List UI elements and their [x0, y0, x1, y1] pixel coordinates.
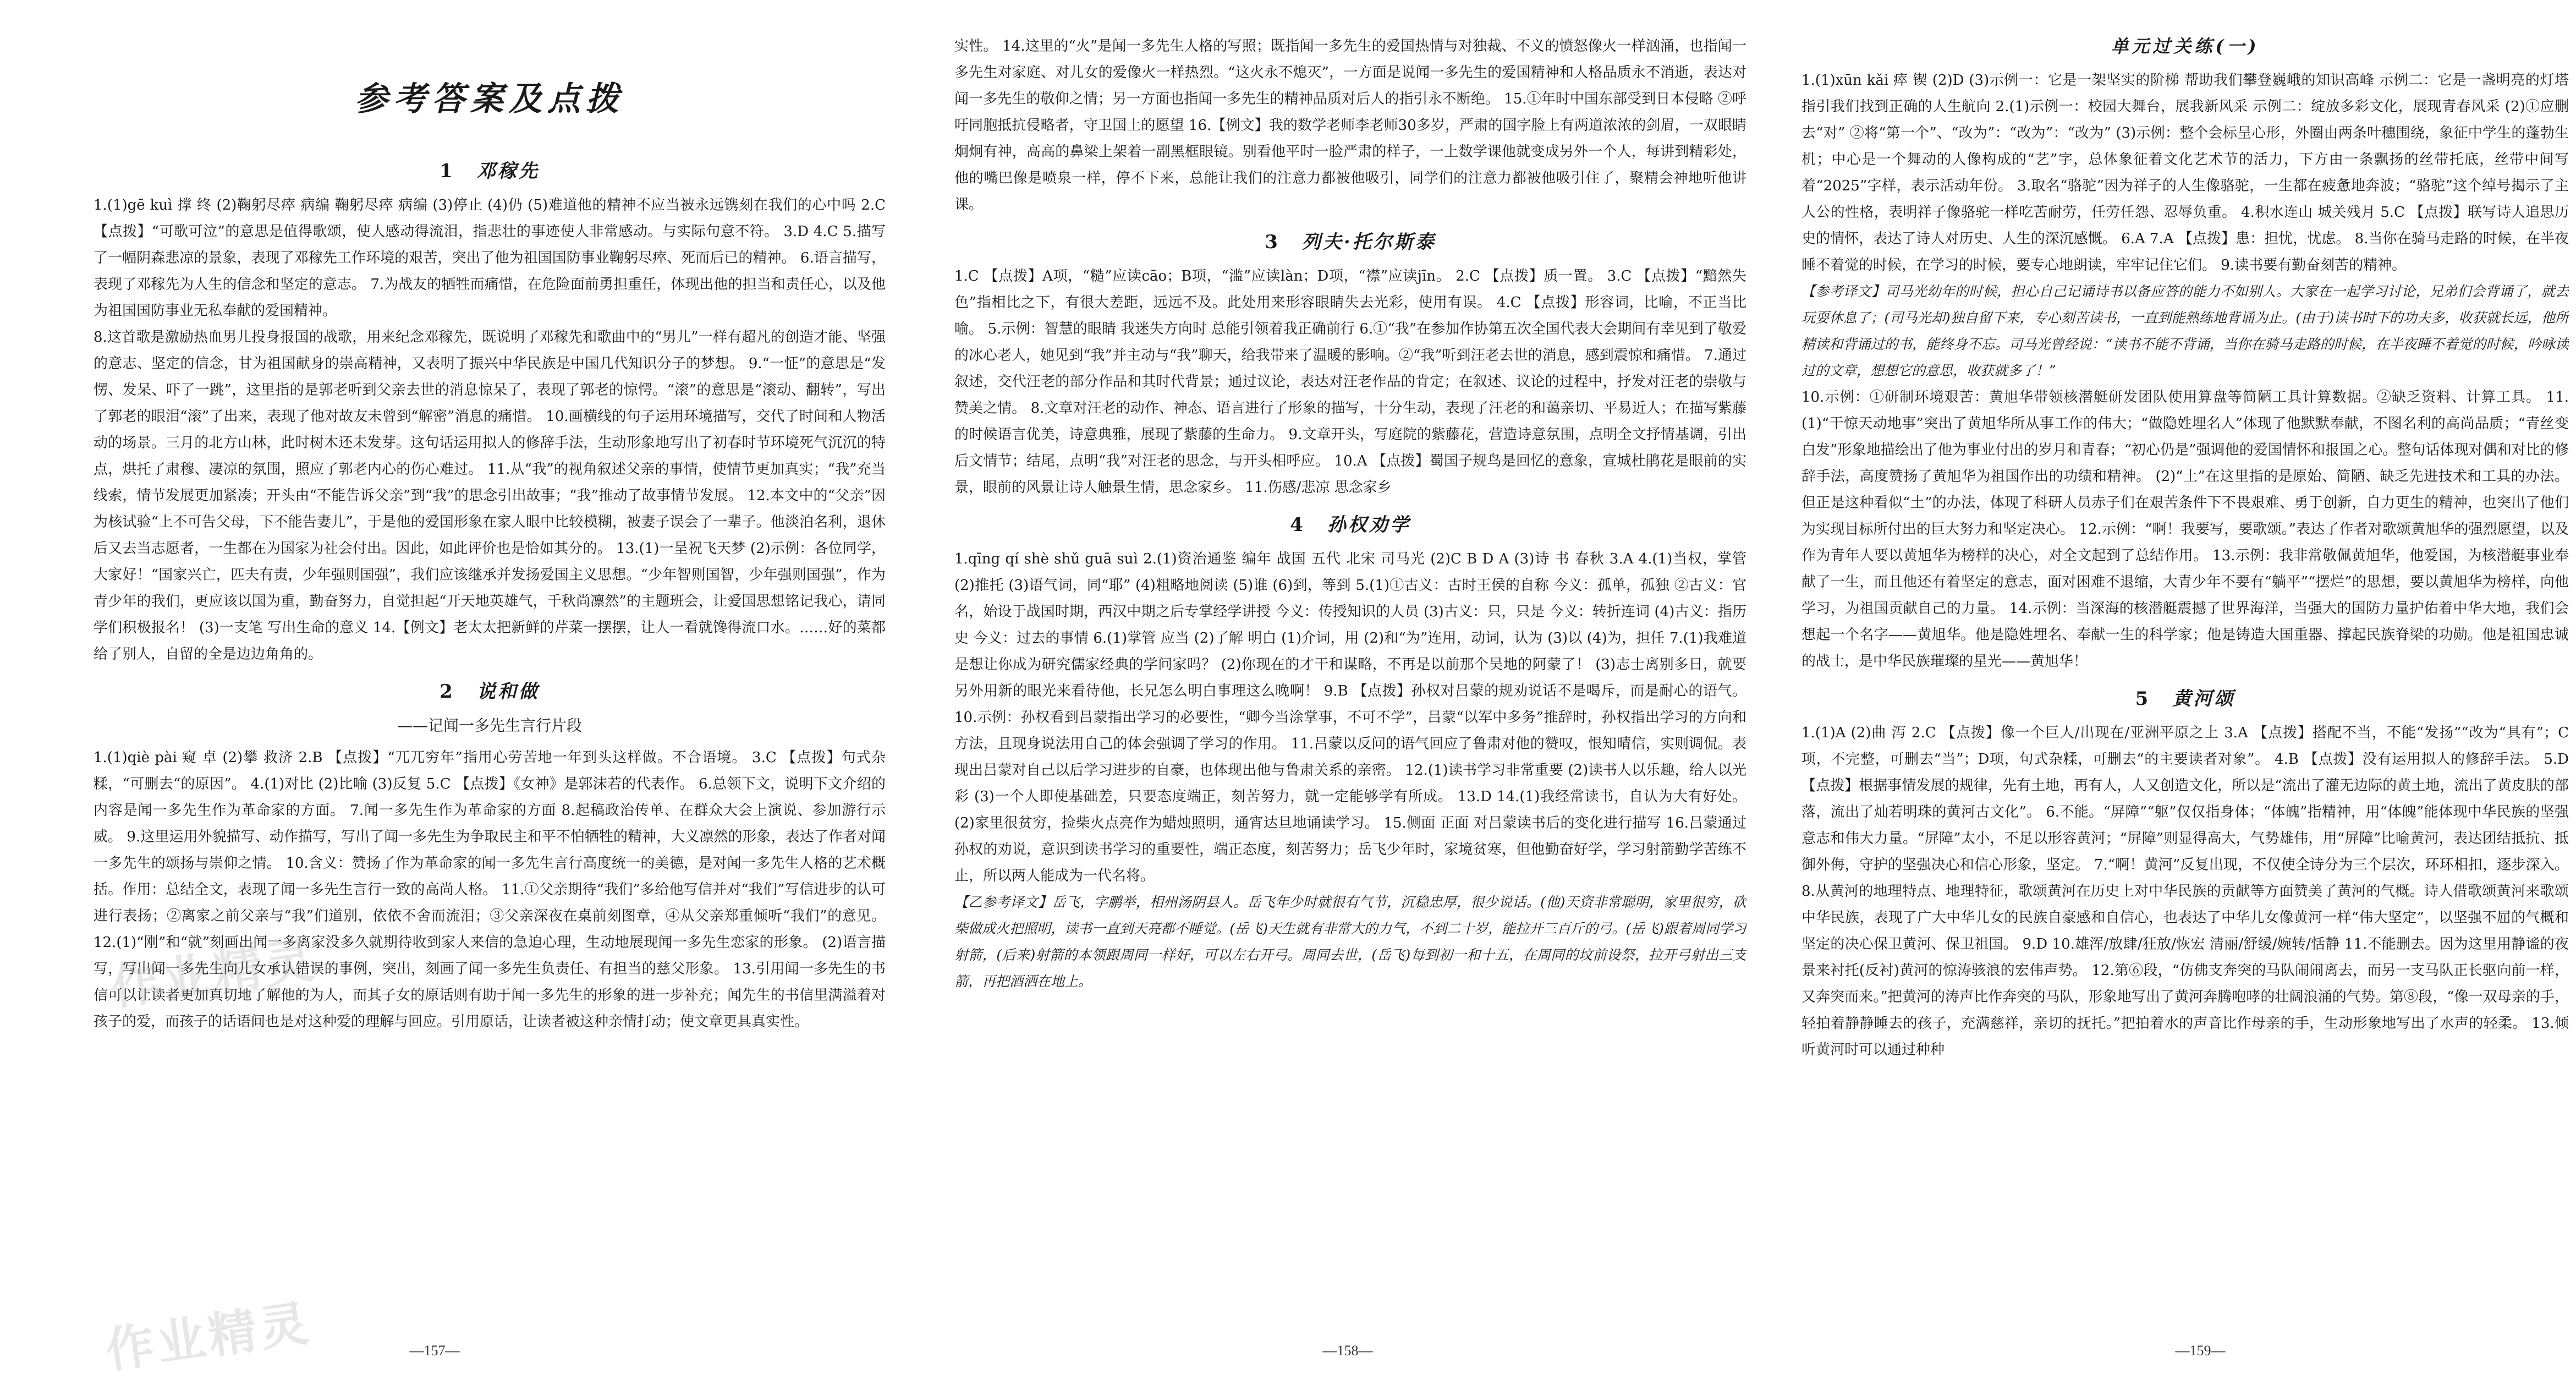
answer-paragraph: 1.qīng qí shè shǔ guā suì 2.(1)资治通鉴 编年 战国 五代 北宋 司马光 (2)C B D A (3)诗 书 春秋 3.A 4.(1)当权，掌管 (2)推托 (3)语气词，同“耶” (4)粗略地阅读 (5)谁 (6)到，等到 5.(1)①古义：古时王侯的自称 今义：孤单，孤独 ②古义：官名，始设于战国时期，西汉中期之后专掌经学讲授 今义：传授知识的人员 (3)古义：只，只是 今义：转折连词 (4)古义：指历史 今义：过去的事情 6.(1)掌管 应当 (2)了解 明白 (1)介词，用 (2)和“为”连用，动词，认为 (3)以 (4)为，担任 7.(1)我难道是想让你成为研究儒家经典的学问家吗？ (2)你现在的才干和谋略，不再是以前那个吴地的阿蒙了！ (3)志士离别多日，就要另外用新的眼光来看待他，长兄怎么明白事理这么晚啊！ 9.B 【点拨】孙权对吕蒙的规劝说话不是喝斥，而是耐心的语气。 10.示例：孙权看到吕蒙指出学习的必要性，“卿今当涂掌事，不可不学”，吕蒙“以军中多务”推辞时，孙权指出学习的方向和方法，且现身说法用自己的体会强调了学习的作用。 11.吕蒙以反问的语气回应了鲁肃对他的赞叹，恨知晴信，实则调侃。表现出吕蒙对自己以后学习进步的自豪，也体现出他与鲁肃关系的亲密。 12.(1)读书学习非常重要 (2)读书人以乐趣，给人以光彩 (3)一个人即使基础差，只要态度端正，刻苦努力，就一定能够学有所成。 13.D 14.(1)我经常读书，自认为大有好处。 (2)家里很贫穷，捡柴火点亮作为蜡烛照明，通宵达旦地诵读学习。 15.侧面 正面 对吕蒙读书后的变化进行描写 16.吕蒙通过孙权的劝说，意识到读书学习的重要性，端正态度，刻苦努力；岳飞少年时，家境贫寒，但他勤奋好学，学习射箭勤学苦练不止，所以两人能成为一代名将。	[954, 551, 1746, 884]
page-number: —159—	[2175, 1343, 2226, 1359]
section-title-3	[954, 228, 1746, 256]
section-title-1	[94, 157, 886, 185]
section-number: 4	[1290, 514, 1305, 536]
section-name: 列夫·托尔斯泰	[1301, 231, 1436, 253]
answer-paragraph: 1.C 【点拨】A项，“糙”应读cāo；B项，“滥”应读làn；D项，“襟”应读jīn。 2.C 【点拨】质一置。 3.C 【点拨】“黯然失色”指相比之下，有很大差距，远远不及。此处用来形容眼睛失去光彩，使用有误。 4.C 【点拨】形容词，比喻，不正当比喻。 5.示例：智慧的眼睛 我迷失方向时 总能引领着我正确前行 6.①“我”在参加作协第五次全国代表大会期间有幸见到了敬爱的冰心老人，她见到“我”并主动与“我”聊天，给我带来了温暖的影响。②“我”听到汪老去世的消息，感到震惊和痛惜。 7.通过叙述，交代汪老的部分作品和其时代背景；通过议论，表达对汪老作品的肯定；在叙述、议论的过程中，抒发对汪老的崇敬与赞美之情。 8.文章对汪老的动作、神态、语言进行了形象的描写，十分生动，表现了汪老的和蔼亲切、平易近人；在描写紫藤的时候语言优美，诗意典雅，展现了紫藤的生命力。 9.文章开头，写庭院的紫藤花，营造诗意氛围，点明全文抒情基调，引出后文情节；结尾，点明“我”对汪老的思念，与开头相呼应。 10.A 【点拨】蜀国子规鸟是回忆的意象，宣城杜鹃花是眼前的实景，眼前的风景让诗人触景生情，思念家乡。 11.伤感/悲凉 思念家乡	[954, 268, 1746, 496]
watermark-logo: 作业精灵	[107, 931, 321, 1016]
answer-paragraph: 1.(1)A (2)曲 泻 2.C 【点拨】像一个巨人/出现在/亚洲平原之上 3.A 【点拨】搭配不当，不能“发扬”“改为“具有”；C项，不完整，可删去“当”；D项，句式杂糅，可删去“的主要读者对象”。 4.B 【点拨】没有运用拟人的修辞手法。 5.D 【点拨】根据事情发展的规律，先有土地，再有人，人又创造文化，所以是“流出了灌无边际的黄土地，流出了黄皮肤的部落，流出了灿若明珠的黄河古文化”。 6.不能。“屏障”“躯”仅仅指身体；“体魄”指精神，用“体魄”能体现中华民族的坚强意志和伟大力量。“屏障”太小，不足以形容黄河；“屏障”则显得高大，气势雄伟，用“屏障”比喻黄河，表达团结抵抗、抵御外侮，守护的坚强决心和信心形象，坚定。 7.“啊！黄河”反复出现，不仅使全诗分为三个层次，环环相扣，逐步深入。 8.从黄河的地理特点、地理特征，歌颂黄河在历史上对中华民族的贡献等方面赞美了黄河的气概。诗人借歌颂黄河来歌颂中华民族，表现了广大中华儿女的民族自豪感和自信心，也表达了中华儿女像黄河一样“伟大坚定”，以坚强不屈的气概和坚定的决心保卫黄河、保卫祖国。 9.D 10.雄浑/放肆/狂放/恢宏 清丽/舒缓/婉转/恬静 11.不能删去。因为这里用静谧的夜景来衬托(反衬)黄河的惊涛骇浪的宏伟声势。 12.第⑥段，“仿佛支奔突的马队闹闹离去，而另一支马队正长驱向前一样，又奔突而来。”把黄河的涛声比作奔突的马队，形象地写出了黄河奔腾咆哮的壮阔浪涌的气势。第⑧段，“像一双母亲的手，轻拍着静静睡去的孩子，充满慈祥，亲切的抚托。”把拍着水的声音比作母亲的手，生动形象地写出了水声的轻柔。 13.倾听黄河时可以通过种种	[1801, 725, 2569, 1058]
section-name: 说和做	[476, 681, 540, 703]
section-name: 黄河颂	[2172, 688, 2236, 710]
section-number: 5	[2135, 688, 2151, 710]
page-159-column	[1801, 33, 2569, 1354]
translation-paragraph: 【参考译文】司马光幼年的时候，担心自己记诵诗书以备应答的能力不如别人。大家在一起学习讨论，兄弟们会背诵了，就去玩耍休息了；(司马光却)独自留下来，专心刻苦读书，一直到能熟练地背诵为止。(由于)读书时下的功夫多，收获就长远，他所精读和背诵过的书，能终身不忘。司马光曾经说：“读书不能不背诵，当你在骑马走路的时候，在半夜睡不着觉的时候，吟咏读过的文章，想想它的意思，收获就多了！”	[1801, 283, 2569, 379]
answer-paragraph: 1.(1)xūn kǎi 瘁 锲 (2)D (3)示例一：它是一架坚实的阶梯 帮助我们攀登巍峨的知识高峰 示例二：它是一盏明亮的灯塔 指引我们找到正确的人生航向 2.(1)示例一：校园大舞台，展我新风采 示例二：绽放多彩文化，展现青春风采 (2)①应删去“对” ②将“第一个”、“改为”：“改为”：“改为” (3)示例：整个会标呈心形，外圈由两条叶穗围绕，象征中学生的蓬勃生机；中心是一个舞动的人像构成的“艺”字，总体象征着文化艺术节的活力，下方由一条飘扬的丝带托底，丝带中间写着“2025”字样，表示活动年份。 3.取名“骆驼”因为祥子的人生像骆驼，一生都在疲惫地奔波；“骆驼”这个绰号揭示了主人公的性格，表明祥子像骆驼一样吃苦耐劳，任劳任怨、忍辱负重。 4.积水连山 城关残月 5.C 【点拨】联写诗人追思历史的情怀，表达了诗人对历史、人生的深沉感慨。 6.A 7.A 【点拨】患：担忧，忧虑。 8.当你在骑马走路的时候，在半夜睡不着觉的时候，在学习的时候，要专心地朗读，牢牢记住它们。 9.读书要有勤奋刻苦的精神。	[1801, 72, 2569, 273]
section-number: 2	[440, 681, 455, 703]
section-name: 孙权劝学	[1327, 514, 1411, 536]
section-title-5	[1801, 684, 2569, 713]
translation-paragraph: 【乙参考译文】岳飞，字鹏举，相州汤阴县人。岳飞年少时就很有气节，沉稳忠厚，很少说话。(他)天资非常聪明，家里很穷，砍柴做成火把照明，读书一直到天亮都不睡觉。(岳飞)天生就有非常大的力气，不到二十岁，能拉开三百斤的弓。(岳飞)跟着周同学习射箭，(后来)射箭的本领跟周同一样好，可以左右开弓。周同去世，(岳飞)每到初一和十五，在周同的坟前设祭，拉开弓射出三支箭，再把酒洒在地上。	[954, 894, 1746, 989]
answer-paragraph: 1.(1)gē kuì 撑 终 (2)鞠躬尽瘁 病编 鞠躬尽瘁 病编 (3)停止 (4)仍 (5)难道他的精神不应当被永远镌刻在我们的心中吗 2.C 【点拨】“可歌可泣”的意思是值得歌颂，使人感动得流泪，指悲壮的事迹使人非常感动。与实际句意不符。 3.D 4.C 5.描写了一幅阴森悲凉的景象，表现了邓稼先工作环境的艰苦，突出了他为祖国国防事业鞠躬尽瘁、死而后已的精神。 6.语言描写，表现了邓稼先为人生的信念和坚定的意志。 7.为战友的牺牲而痛惜，在危险面前勇担重任，体现出他的担当和责任心，以及他为祖国国防事业无私奉献的爱国精神。	[94, 197, 886, 319]
watermark-logo: 作业精灵	[102, 1294, 315, 1379]
answer-paragraph: 1.(1)qiè pài 窥 卓 (2)攀 救济 2.B 【点拨】“兀兀穷年”指用心劳苦地一年到头这样做。不合语境。 3.C 【点拨】句式杂糅，“可删去“的原因”。 4.(1)对比 (2)比喻 (3)反复 5.C 【点拨】《女神》是郭沫若的代表作。 6.总领下文，说明下文介绍的内容是闻一多先生作为革命家的方面。 7.闻一多先生作为革命家的方面 8.起稿政治传单、在群众大会上演说、参加游行示威。 9.这里运用外貌描写、动作描写，写出了闻一多先生为争取民主和平不怕牺牲的精神，大义凛然的形象，表达了作者对闻一多先生的颂扬与崇仰之情。 10.含义：赞扬了作为革命家的闻一多先生言行高度统一的美德，是对闻一多先生人格的艺术概括。作用：总结全文，表现了闻一多先生言行一致的高尚人格。 11.①父亲期待“我们”多给他写信并对“我们”写信进步的认可进行表扬；②离家之前父亲与“我”们道别，依依不舍而流泪；③父亲深夜在桌前刻图章，④从父亲郑重倾听“我们”的意见。 12.(1)“刚”和“就”刻画出闻一多离家没多久就期待收到家人来信的急迫心理，生动地展现闻一多先生恋家的形象。 (2)语言描写，写出闻一多先生向儿女承认错误的事例，突出，刻画了闻一多先生负责任、有担当的慈父形象。 13.引用闻一多先生的书信可以让读者更加真切地了解他的为人，而其子女的原话则有助于闻一多先生的形象的进一步补充；闻先生的书信里满溢着对孩子的爱，而孩子的话语间也是对这种爱的理解与回应。引用原话，让读者被这种亲情打动；使文章更具真实性。	[94, 749, 886, 1030]
section-subtitle: ——记闻一多先生言行片段	[397, 716, 582, 735]
page-157-column	[94, 33, 886, 1354]
answer-paragraph: 10.示例：①研制环境艰苦：黄旭华带领核潜艇研发团队使用算盘等简陋工具计算数据。②缺乏资料、计算工具。 11.(1)“干惊天动地事”突出了黄旭华所从事工作的伟大；“做隐姓埋名人”体现了他默默奉献，不图名利的高尚品质；“青丝变白发”形象地描绘出了他为事业付出的岁月和青春；“初心仍是”强调他的爱国情怀和报国之心。整句话体现对偶和对比的修辞手法，高度赞扬了黄旭华为祖国作出的功绩和精神。 (2)“土”在这里指的是原始、简陋、缺乏先进技术和工具的办法。但正是这种看似“土”的办法，体现了科研人员赤子们在艰苦条件下不畏艰难、勇于创新，自力更生的精神，也突出了他们为实现目标所付出的巨大努力和坚定决心。 12.示例：“啊！我要写，要歌颂。”表达了作者对歌颂黄旭华的强烈愿望，以及作为青年人要以黄旭华为榜样的决心，对全文起到了总结作用。 13.示例：我非常敬佩黄旭华，他爱国，为核潜艇事业奉献了一生，而且他还有着坚定的意志，面对困难不退缩，大青少年不要有“躺平”“摆烂”的思想，要以黄旭华为榜样，向他学习，为祖国贡献自己的力量。 14.示例：当深海的核潜艇震撼了世界海洋，当强大的国防力量护佑着中华大地，我们会想起一个名字——黄旭华。他是隐姓埋名、奉献一生的科学家；他是铸造大国重器、撑起民族脊梁的功勋。他是祖国忠诚的战士，是中华民族璀璨的星光——黄旭华！	[1801, 389, 2569, 670]
page-title: 参考答案及点拨	[355, 80, 624, 118]
page-158-column	[954, 33, 1746, 1354]
page-number: —157—	[409, 1343, 460, 1359]
answer-paragraph: 实性。 14.这里的“火”是闻一多先生人格的写照；既指闻一多先生的爱国热情与对独裁、不义的愤怒像火一样汹涌，也指闻一多先生对家庭、对儿女的爱像火一样热烈。“这火永不熄灭”，一方面是说闻一多先生的爱国精神和人格品质永不消逝，表达对闻一多先生的敬仰之情；另一方面也指闻一多先生的精神品质对后人的指引永不断绝。 15.①年时中国东部受到日本侵略 ②呼吁同胞抵抗侵略者，守卫国土的愿望 16.【例文】我的数学老师李老师30多岁，严肃的国字脸上有两道浓浓的剑眉，一双眼睛炯炯有神，高高的鼻梁上架着一副黑框眼镜。别看他平时一脸严肃的样子，一上数学课他就变成另外一个人，每讲到精彩处，他的嘴巴像是喷泉一样，停不下来，总能让我们的注意力都被他吸引，同学们的注意力都被他吸引住了，聚精会神地听他讲课。	[954, 38, 1746, 213]
section-title-2	[94, 677, 886, 706]
section-name: 邓稼先	[476, 160, 540, 182]
section-number: 3	[1265, 231, 1280, 253]
section-number: 1	[440, 160, 455, 182]
answer-paragraph: 8.这首歌是激励热血男儿投身报国的战歌，用来纪念邓稼先，既说明了邓稼先和歌曲中的“男儿”一样有超凡的创造才能、坚强的意志、坚定的信念，甘为祖国献身的崇高精神，又表明了振兴中华民族是中国几代知识分子的梦想。 9.“一怔”的意思是“发愣、发呆、吓了一跳”，这里指的是郭老听到父亲去世的消息惊呆了，表现了郭老的惊愕。“滚”的意思是“滚动、翻转”，写出了郭老的眼泪“滚”了出来，表现了他对故友未曾到“解密”消息的痛惜。 10.画横线的句子运用环境描写，交代了时间和人物活动的场景。三月的北方山林，此时树木还未发芽。这句话运用拟人的修辞手法，生动形象地写出了初春时节环境死气沉沉的特点，烘托了肃穆、凄凉的氛围，照应了郭老内心的伤心难过。 11.从“我”的视角叙述父亲的事情，使情节更加真实；“我”充当线索，情节发展更加紧凑；开头由“不能告诉父亲”到“我”的思念引出故事；“我”推动了故事情节发展。 12.本文中的“父亲”因为核试验“上不可告父母，下不能告妻儿”，于是他的爱国形象在家人眼中比较模糊，被妻子误会了一辈子。他淡泊名利，退休后又去当志愿者，一生都在为国家为社会付出。因此，如此评价也是恰如其分的。 13.(1)一呈祝飞天梦 (2)示例：各位同学，大家好！“国家兴亡，匹夫有责，少年强则国强”，我们应该继承并发扬爱国主义思想。“少年智则国智，少年强则国强”，作为青少年的我们，更应该以国为重，勤奋努力，自觉担起“开天地英雄气，千秋尚凛然”的主题班会，让爱国思想铭记我心，请同学们积极报名！ (3)一支笔 写出生命的意义 14.【例文】老太太把新鲜的芹菜一摆摆，让人一看就馋得流口水。……好的菜都给了别人，自留的全是边边角角的。	[94, 329, 886, 662]
page-number: —158—	[1322, 1343, 1373, 1359]
unit-title: 单元过关练(一)	[2111, 36, 2260, 57]
section-title-4	[954, 511, 1746, 539]
